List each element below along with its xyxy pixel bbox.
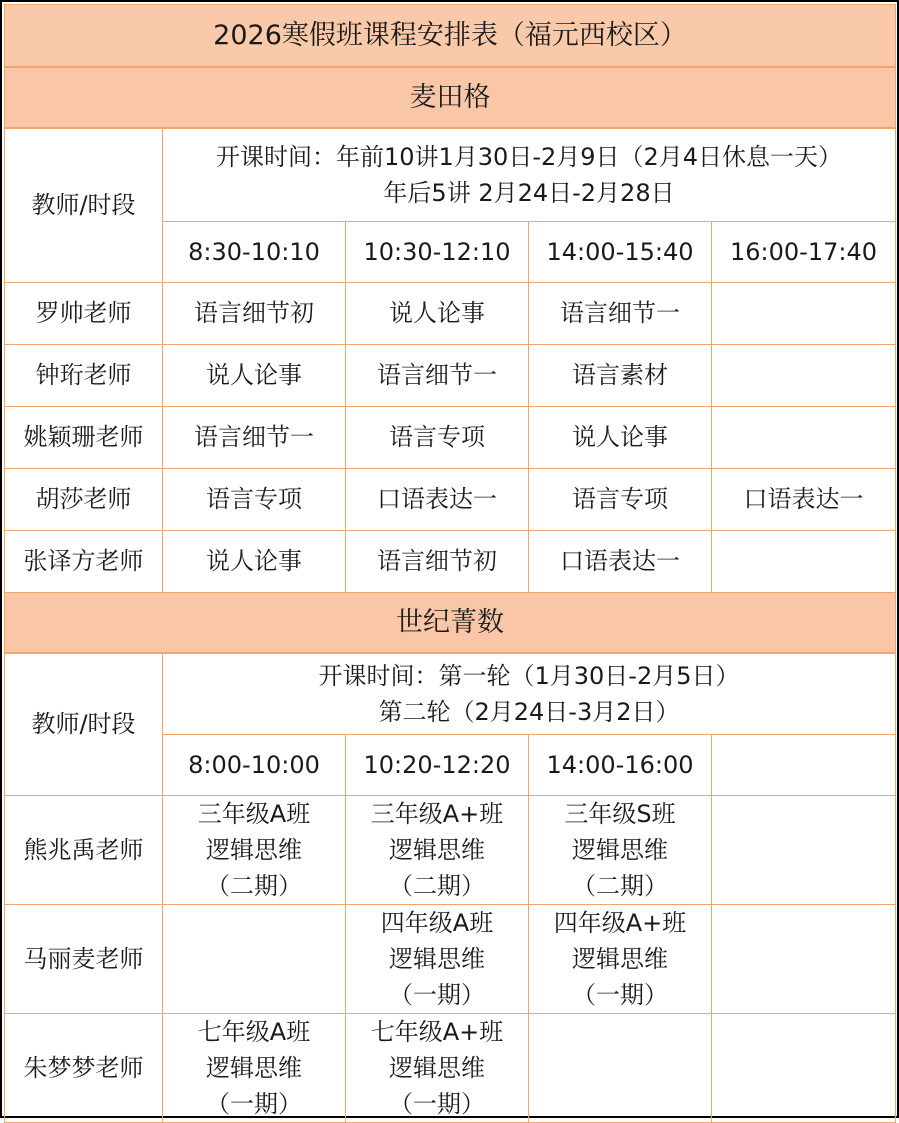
course-cell <box>712 796 896 905</box>
schedule-info <box>163 128 896 222</box>
course-cell: 语言细节初 <box>346 531 529 593</box>
course-cell: 口语表达一 <box>712 469 896 531</box>
course-grade: 七年级A班 <box>197 1018 311 1046</box>
time-slot: 8:30-10:10 <box>163 222 346 283</box>
table-row <box>5 283 896 345</box>
course-cell <box>529 796 712 905</box>
table-row <box>5 1014 896 1123</box>
course-cell: 语言细节一 <box>163 407 346 469</box>
schedule-table <box>4 4 896 1123</box>
schedule-line: 第二轮（2月24日-3月2日） <box>378 698 680 726</box>
course-grade: 三年级A+班 <box>370 800 504 828</box>
corner-label: 教师/时段 <box>5 128 163 283</box>
course-cell <box>346 796 529 905</box>
schedule-line: 开课时间：第一轮（1月30日-2月5日） <box>318 662 740 690</box>
table-row <box>5 905 896 1014</box>
course-cell: 语言细节一 <box>346 345 529 407</box>
course-subject: 逻辑思维 <box>389 945 485 973</box>
table-row <box>5 796 896 905</box>
table-row <box>5 531 896 593</box>
course-grade: 三年级S班 <box>564 800 676 828</box>
course-term: （二期） <box>206 872 302 900</box>
course-cell: 语言细节一 <box>529 283 712 345</box>
table-row <box>5 407 896 469</box>
course-cell: 口语表达一 <box>529 531 712 593</box>
course-term: （二期） <box>389 872 485 900</box>
course-grade: 四年级A+班 <box>553 909 687 937</box>
course-grade: 四年级A班 <box>380 909 494 937</box>
course-cell: 说人论事 <box>163 345 346 407</box>
course-term: （一期） <box>206 1090 302 1118</box>
course-cell <box>346 905 529 1014</box>
course-cell: 语言细节初 <box>163 283 346 345</box>
time-slot: 10:20-12:20 <box>346 735 529 796</box>
schedule-info <box>163 653 896 735</box>
teacher-name: 马丽麦老师 <box>5 905 163 1014</box>
teacher-name: 熊兆禹老师 <box>5 796 163 905</box>
time-slot: 8:00-10:00 <box>163 735 346 796</box>
course-subject: 逻辑思维 <box>572 945 668 973</box>
teacher-name: 姚颖珊老师 <box>5 407 163 469</box>
course-grade: 三年级A班 <box>197 800 311 828</box>
schedule-line: 年后5讲 2月24日-2月28日 <box>383 179 675 207</box>
course-cell: 语言专项 <box>163 469 346 531</box>
course-cell <box>163 1014 346 1123</box>
course-cell: 语言专项 <box>346 407 529 469</box>
course-cell <box>712 283 896 345</box>
section-header: 世纪菁数 <box>5 593 896 654</box>
teacher-name: 钟珩老师 <box>5 345 163 407</box>
table-row <box>5 469 896 531</box>
teacher-name: 胡莎老师 <box>5 469 163 531</box>
course-cell <box>346 1014 529 1123</box>
course-subject: 逻辑思维 <box>389 836 485 864</box>
course-cell <box>712 345 896 407</box>
time-slot: 14:00-15:40 <box>529 222 712 283</box>
time-slot <box>712 735 896 796</box>
course-cell: 说人论事 <box>163 531 346 593</box>
course-subject: 逻辑思维 <box>572 836 668 864</box>
course-cell: 口语表达一 <box>346 469 529 531</box>
corner-label: 教师/时段 <box>5 653 163 796</box>
table-row <box>5 345 896 407</box>
section-header: 麦田格 <box>5 67 896 128</box>
course-term: （二期） <box>572 872 668 900</box>
time-slot: 16:00-17:40 <box>712 222 896 283</box>
course-term: （一期） <box>389 1090 485 1118</box>
course-cell <box>712 1014 896 1123</box>
course-cell: 语言专项 <box>529 469 712 531</box>
time-slot: 10:30-12:10 <box>346 222 529 283</box>
schedule-line: 开课时间：年前10讲1月30日-2月9日（2月4日休息一天） <box>215 143 843 171</box>
sheet-title: 2026寒假班课程安排表（福元西校区） <box>5 5 896 68</box>
teacher-name: 罗帅老师 <box>5 283 163 345</box>
course-cell <box>163 905 346 1014</box>
course-cell: 说人论事 <box>529 407 712 469</box>
course-term: （一期） <box>389 981 485 1009</box>
course-cell: 语言素材 <box>529 345 712 407</box>
course-subject: 逻辑思维 <box>206 836 302 864</box>
course-cell <box>163 796 346 905</box>
teacher-name: 张译方老师 <box>5 531 163 593</box>
teacher-name: 朱梦梦老师 <box>5 1014 163 1123</box>
course-cell <box>529 905 712 1014</box>
course-cell <box>712 407 896 469</box>
course-cell <box>529 1014 712 1123</box>
course-subject: 逻辑思维 <box>389 1054 485 1082</box>
time-slot: 14:00-16:00 <box>529 735 712 796</box>
course-subject: 逻辑思维 <box>206 1054 302 1082</box>
course-cell: 说人论事 <box>346 283 529 345</box>
course-grade: 七年级A+班 <box>370 1018 504 1046</box>
course-cell <box>712 531 896 593</box>
course-term: （一期） <box>572 981 668 1009</box>
course-cell <box>712 905 896 1014</box>
